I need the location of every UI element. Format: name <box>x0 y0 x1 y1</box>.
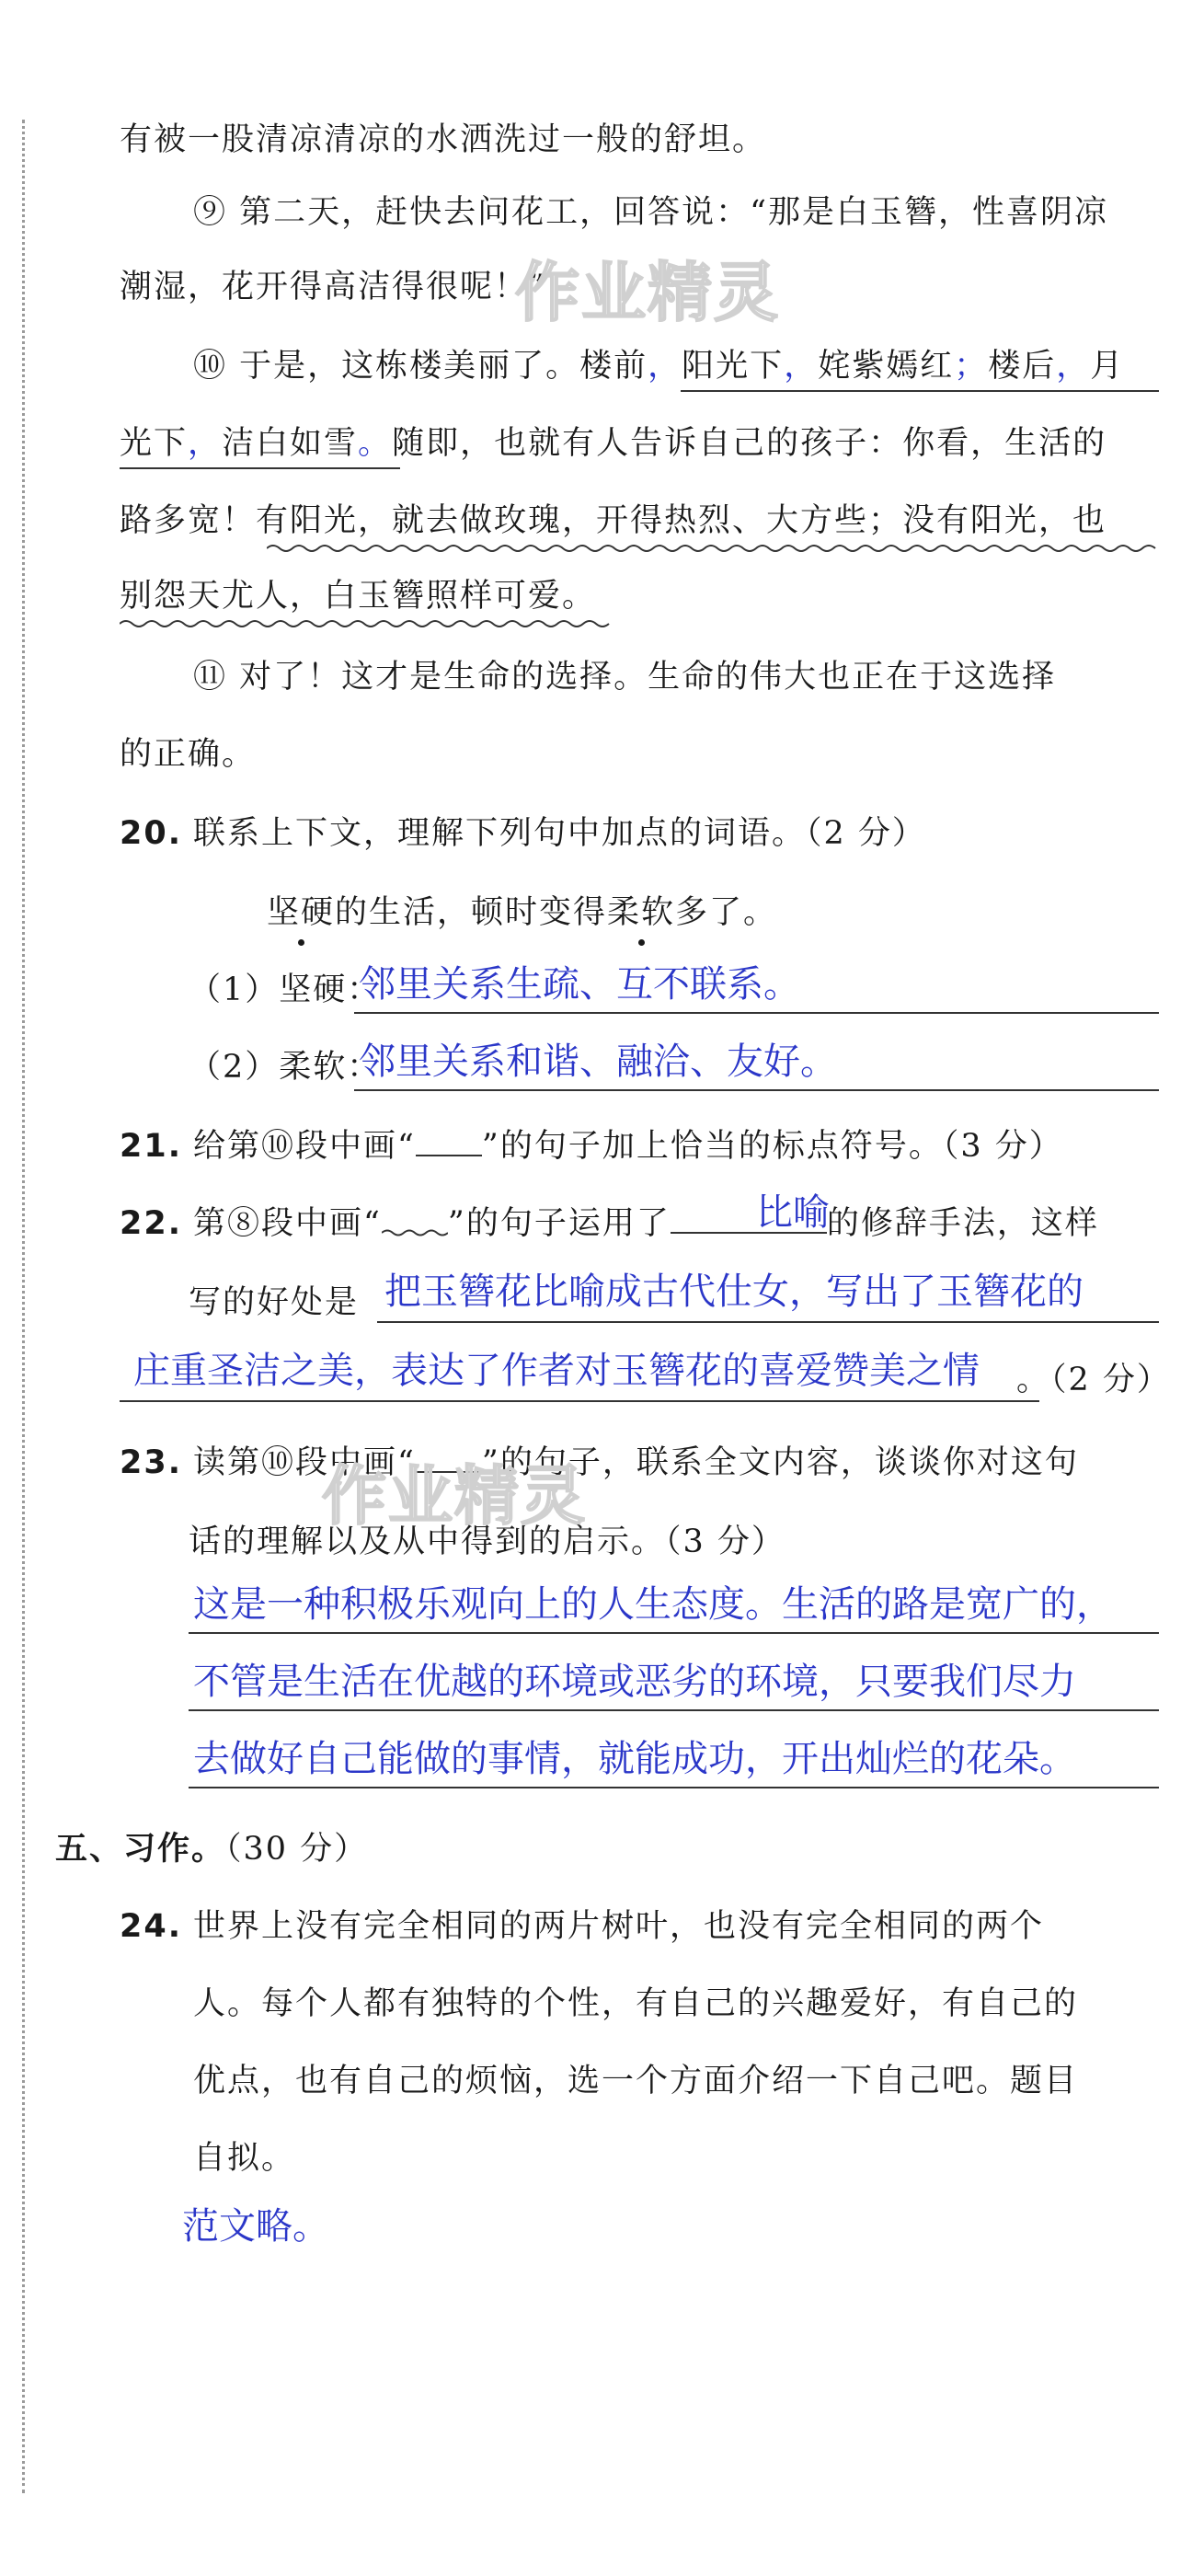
text-segment: 月 <box>1090 348 1125 385</box>
question-20 <box>120 811 926 856</box>
question-21 <box>120 1124 1063 1168</box>
question-23-answer-line-3[interactable]: 去做好自己能做的事情，就能成功，开出灿烂的花朵。 <box>193 1738 1076 1780</box>
question-number: 22. <box>120 1205 183 1242</box>
question-24-answer[interactable]: 范文略。 <box>182 2205 329 2248</box>
added-punctuation: 。 <box>358 425 393 462</box>
question-text: ”的句子，联系全文内容，谈谈你对这句 <box>481 1444 1079 1481</box>
underline-sample <box>416 1127 482 1156</box>
wavy-line-sample <box>382 1206 448 1234</box>
question-22-answer-line-2[interactable]: 庄重圣洁之美，表达了作者对玉簪花的喜爱赞美之情 <box>133 1350 980 1392</box>
added-punctuation: ， <box>1056 348 1091 385</box>
text-segment: 楼后 <box>988 348 1057 385</box>
paragraph-11-line-1: ⑪ 对了！这才是生命的选择。生命的伟大也正在于这选择 <box>193 659 1057 696</box>
section-5-heading <box>55 1827 368 1871</box>
paragraph-9-line-1: ⑨ 第二天，赶快去问花工，回答说：“那是白玉簪，性喜阴凉 <box>193 194 1109 231</box>
added-punctuation: ， <box>648 348 682 385</box>
question-20-item-1-label: （1）坚硬： <box>189 972 382 1008</box>
question-23 <box>120 1441 1079 1485</box>
text-segment: 光下 <box>120 425 189 462</box>
question-23-answer-line-1[interactable]: 这是一种积极乐观向上的人生态度。生活的路是宽广的， <box>193 1583 1113 1626</box>
text-segment: 有阳光，就去做玫瑰，开得热烈、大方些；没有阳光，也 <box>256 502 1107 539</box>
dotted-word <box>607 891 675 935</box>
text-segment: ⑩ 于是，这栋楼美丽了。 <box>193 348 580 385</box>
dotted-word-text: 坚硬 <box>267 894 336 931</box>
question-text: 世界上没有完全相同的两片树叶，也没有完全相同的两个 <box>193 1908 1045 1945</box>
answer-line <box>189 1709 1159 1711</box>
question-22-answer-line-1[interactable]: 把玉簪花比喻成古代仕女，写出了玉簪花的 <box>384 1271 1084 1313</box>
question-number: 20. <box>120 815 183 852</box>
text-segment: 随即，也就有人告诉自己的孩子：你看，生活的 <box>392 425 1107 462</box>
question-text: ”的句子加上恰当的标点符号。（3 分） <box>481 1128 1063 1165</box>
paragraph-9-line-2: 潮湿，花开得高洁得很呢！” <box>120 269 546 305</box>
straight-underline <box>120 467 400 469</box>
answer-line <box>354 1012 1159 1014</box>
question-number: 21. <box>120 1128 183 1165</box>
question-24-line-3: 优点，也有自己的烦恼，选一个方面介绍一下自己吧。题目 <box>193 2063 1079 2099</box>
question-24-line-1 <box>120 1904 1044 1949</box>
question-20-item-2-answer[interactable]: 邻里关系和谐、融洽、友好。 <box>359 1041 837 1083</box>
margin-dotted-line <box>22 120 25 2493</box>
section-title: 五、习作。 <box>55 1831 226 1868</box>
paragraph-10-line-1 <box>193 344 1124 388</box>
straight-underline <box>681 390 1159 392</box>
question-20-sentence <box>267 891 777 935</box>
answer-line <box>120 1400 1039 1402</box>
question-23-line-2: 话的理解以及从中得到的启示。（3 分） <box>189 1524 785 1560</box>
text-segment: 姹紫嫣红 <box>818 348 955 385</box>
dotted-word-text: 柔软 <box>607 894 676 931</box>
answer-line <box>354 1089 1159 1091</box>
dotted-word <box>267 891 335 935</box>
section-score: （30 分） <box>225 1831 369 1868</box>
text-segment: 阳光下 <box>682 348 785 385</box>
watermark-logo: 作业精灵 <box>515 255 780 330</box>
answer-line <box>377 1321 1159 1323</box>
text-segment: 多了。 <box>675 894 778 931</box>
wavy-underline <box>267 543 1159 554</box>
question-text: 联系上下文，理解下列句中加点的词语。（2 分） <box>193 815 926 852</box>
question-22 <box>120 1202 1099 1246</box>
text-segment: 洁白如雪 <box>222 425 359 462</box>
question-text: 第⑧段中画“ <box>193 1205 382 1242</box>
question-number: 23. <box>120 1444 183 1481</box>
answer-line <box>189 1787 1159 1788</box>
text-segment: 楼前 <box>579 348 648 385</box>
added-punctuation: ， <box>784 348 819 385</box>
paragraph-10-line-4: 别怨天尤人，白玉簪照样可爱。 <box>120 578 597 615</box>
answer-line <box>189 1632 1159 1634</box>
paragraph-10-line-2 <box>120 421 1106 466</box>
added-punctuation: ； <box>954 348 989 385</box>
question-number: 24. <box>120 1908 183 1945</box>
question-24-line-2: 人。每个人都有独特的个性，有自己的兴趣爱好，有自己的 <box>193 1985 1079 2022</box>
question-20-item-1-answer[interactable]: 邻里关系生疏、互不联系。 <box>359 963 800 1006</box>
question-text: 的修辞手法，这样 <box>826 1205 1099 1242</box>
question-22-score: 。（2 分） <box>1016 1362 1171 1398</box>
question-20-item-2-label: （2）柔软： <box>189 1049 382 1086</box>
text-segment: 路多宽！ <box>120 502 257 539</box>
watermark-logo: 作业精灵 <box>322 1458 587 1534</box>
question-24-line-4: 自拟。 <box>193 2140 296 2177</box>
question-22-blank-answer[interactable]: 比喻 <box>756 1191 830 1234</box>
question-text: 读第⑩段中画“ <box>193 1444 416 1481</box>
question-22-line-2-label: 写的好处是 <box>189 1284 360 1321</box>
question-text: ”的句子运用了 <box>447 1205 671 1242</box>
paragraph-11-line-2: 的正确。 <box>120 736 257 773</box>
passage-line: 有被一股清凉清凉的水洒洗过一般的舒坦。 <box>120 121 767 158</box>
text-segment: 的生活，顿时变得 <box>335 894 608 931</box>
question-23-answer-line-2[interactable]: 不管是生活在优越的环境或恶劣的环境，只要我们尽力 <box>193 1661 1076 1703</box>
paragraph-10-line-3 <box>120 499 1106 543</box>
wavy-underline <box>120 618 616 629</box>
added-punctuation: ， <box>188 425 223 462</box>
question-text: 给第⑩段中画“ <box>193 1128 416 1165</box>
